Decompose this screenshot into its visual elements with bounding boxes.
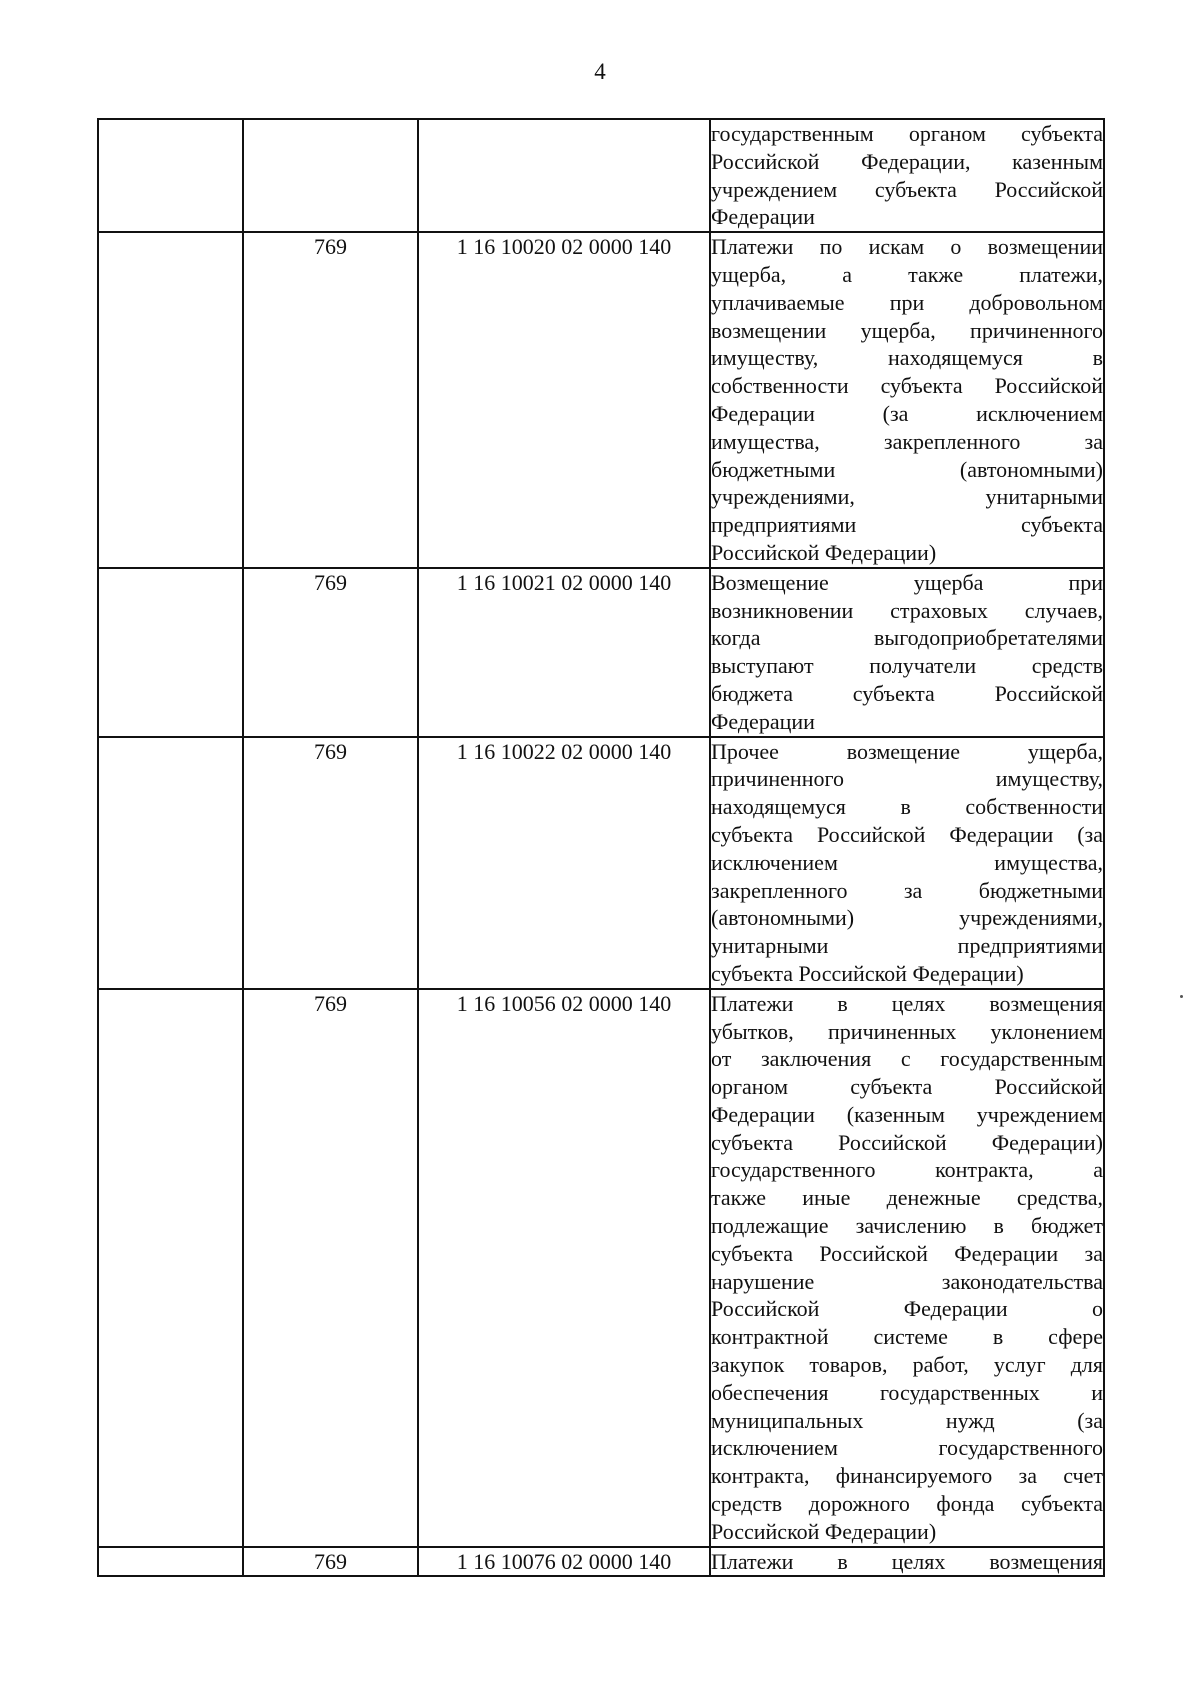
admin-code-cell: 769	[243, 232, 418, 568]
admin-code-cell	[243, 119, 418, 232]
description-line: субъекта Российской Федерации (за	[711, 821, 1103, 847]
description-line: убытков, причиненных уклонением	[711, 1018, 1103, 1044]
description-line: Российской Федерации, казенным	[711, 148, 1103, 174]
description-line: контрактной системе в сфере	[711, 1324, 1103, 1350]
description-line: субъекта Российской Федерации)	[711, 1129, 1103, 1155]
description-line: Платежи в целях возмещения	[711, 990, 1103, 1016]
description-cell	[710, 119, 1104, 232]
description-line: учреждениями, унитарными	[711, 484, 1103, 510]
description-line: нарушение законодательства	[711, 1268, 1103, 1294]
kbk-code-cell: 1 16 10076 02 0000 140	[418, 1547, 710, 1577]
empty-cell	[98, 989, 243, 1547]
empty-cell	[98, 119, 243, 232]
description-line: ущерба, а также платежи,	[711, 261, 1103, 287]
description-line: подлежащие зачислению в бюджет	[711, 1213, 1103, 1239]
description-line: исключением государственного	[711, 1435, 1103, 1461]
empty-cell	[98, 568, 243, 737]
table-row	[98, 232, 1104, 568]
description-line: Российской Федерации)	[711, 1518, 937, 1544]
description-line: имуществу, находящемуся в	[711, 345, 1103, 371]
description-line: субъекта Российской Федерации за	[711, 1240, 1103, 1266]
page-number: 4	[594, 59, 606, 84]
description-line: причиненного имуществу,	[711, 766, 1103, 792]
description-line: Федерации (казенным учреждением	[711, 1101, 1103, 1127]
description-line: возникновении страховых случаев,	[711, 597, 1103, 623]
description-line: уплачиваемые при добровольном	[711, 289, 1103, 315]
description-line: от заключения с государственным	[711, 1046, 1103, 1072]
table-row	[98, 737, 1104, 989]
admin-code-cell: 769	[243, 1547, 418, 1577]
kbk-code-cell	[418, 119, 710, 232]
description-line: субъекта Российской Федерации)	[711, 960, 1024, 986]
table-row	[98, 1547, 1104, 1577]
description-line: обеспечения государственных и	[711, 1379, 1103, 1405]
description-line: Федерации	[711, 708, 815, 734]
description-line: выступают получатели средств	[711, 653, 1103, 679]
description-line: бюджетными (автономными)	[711, 456, 1103, 482]
table-body	[98, 119, 1104, 1576]
description-line: возмещении ущерба, причиненного	[711, 317, 1103, 343]
description-line: (автономными) учреждениями,	[711, 905, 1103, 931]
description-line: Федерации (за исключением	[711, 400, 1103, 426]
admin-code-cell: 769	[243, 737, 418, 989]
scan-speck	[1180, 995, 1183, 998]
description-line: закрепленного за бюджетными	[711, 877, 1103, 903]
description-line: также иные денежные средства,	[711, 1185, 1103, 1211]
description-line: контракта, финансируемого за счет	[711, 1463, 1103, 1489]
description-line: закупок товаров, работ, услуг для	[711, 1352, 1103, 1378]
description-line: Федерации	[711, 204, 815, 230]
description-line: унитарными предприятиями	[711, 933, 1103, 959]
description-cell	[710, 232, 1104, 568]
description-line: учреждением субъекта Российской	[711, 176, 1103, 202]
description-cell	[710, 568, 1104, 737]
description-cell	[710, 737, 1104, 989]
empty-cell	[98, 232, 243, 568]
table-row	[98, 989, 1104, 1547]
description-line: государственным органом субъекта	[711, 121, 1103, 146]
description-line: Российской Федерации)	[711, 539, 937, 565]
budget-codes-table	[97, 118, 1105, 1577]
description-line: Платежи по искам о возмещении	[711, 234, 1103, 260]
admin-code-cell: 769	[243, 568, 418, 737]
description-line: Прочее возмещение ущерба,	[711, 738, 1103, 764]
description-line: средств дорожного фонда субъекта	[711, 1491, 1103, 1517]
description-line: государственного контракта, а	[711, 1157, 1103, 1183]
description-line: находящемуся в собственности	[711, 794, 1103, 820]
description-line: бюджета субъекта Российской	[711, 680, 1103, 706]
description-line: Возмещение ущерба при	[711, 569, 1103, 595]
description-line: Российской Федерации о	[711, 1296, 1103, 1322]
empty-cell	[98, 737, 243, 989]
kbk-code-cell: 1 16 10021 02 0000 140	[418, 568, 710, 737]
description-line: исключением имущества,	[711, 849, 1103, 875]
table-row	[98, 568, 1104, 737]
admin-code-cell: 769	[243, 989, 418, 1547]
kbk-code-cell: 1 16 10056 02 0000 140	[418, 989, 710, 1547]
description-cell	[710, 1547, 1104, 1577]
description-line: когда выгодоприобретателями	[711, 625, 1103, 651]
description-line: предприятиями субъекта	[711, 512, 1103, 538]
description-line: Платежи в целях возмещения	[711, 1548, 1103, 1574]
description-line: имущества, закрепленного за	[711, 428, 1103, 454]
table-row	[98, 119, 1104, 232]
description-cell	[710, 989, 1104, 1547]
description-line: собственности субъекта Российской	[711, 373, 1103, 399]
kbk-code-cell: 1 16 10020 02 0000 140	[418, 232, 710, 568]
description-line: муниципальных нужд (за	[711, 1407, 1103, 1433]
kbk-code-cell: 1 16 10022 02 0000 140	[418, 737, 710, 989]
empty-cell	[98, 1547, 243, 1577]
description-line: органом субъекта Российской	[711, 1074, 1103, 1100]
